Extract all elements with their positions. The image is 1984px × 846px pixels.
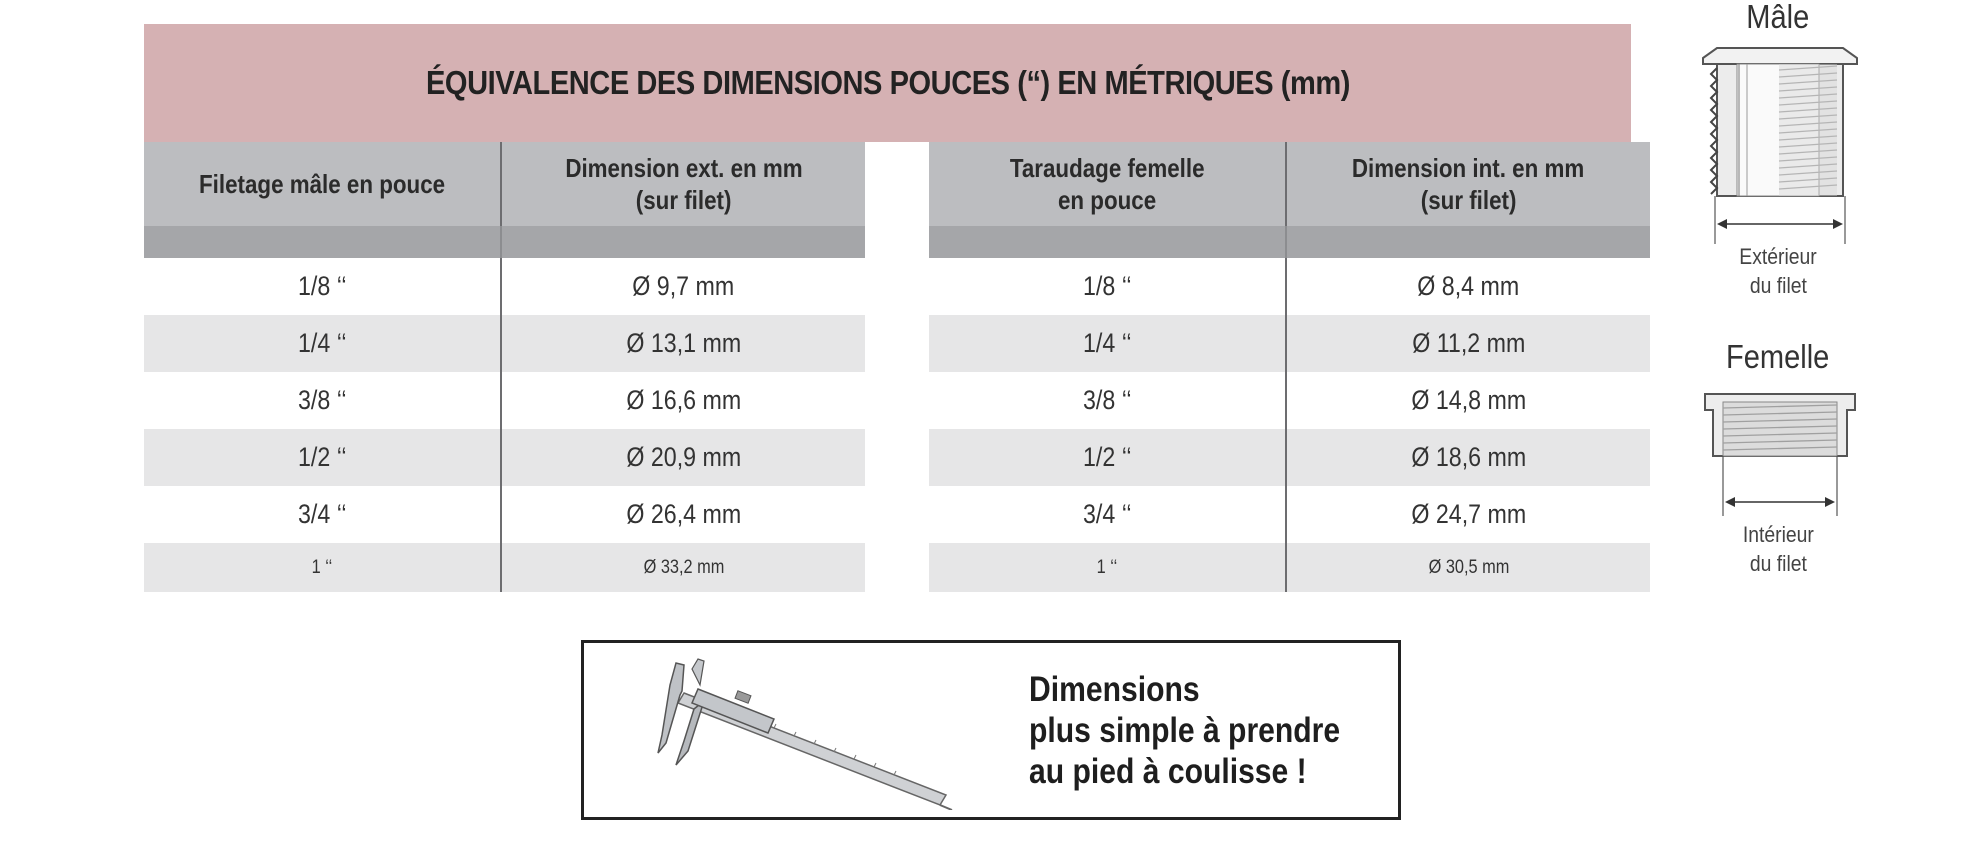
male-caption: Extérieur du filet	[1739, 244, 1817, 298]
male-fitting-icon	[1695, 44, 1865, 249]
mm-cell: Ø 20,9 mm	[501, 429, 865, 486]
table-row	[929, 429, 1650, 486]
column-header-male-inch: Filetage mâle en pouce	[144, 142, 501, 226]
table-row	[144, 543, 865, 592]
table-row	[929, 486, 1650, 543]
inch-cell: 3/4 ‘‘	[929, 486, 1286, 543]
column-header-male-mm: Dimension ext. en mm (sur filet)	[501, 142, 865, 226]
table-row	[144, 429, 865, 486]
inch-cell: 1/2 ‘‘	[929, 429, 1286, 486]
table-row	[144, 372, 865, 429]
inch-cell: 3/8 ‘‘	[144, 372, 501, 429]
inch-cell: 1/2 ‘‘	[144, 429, 501, 486]
mm-cell: Ø 26,4 mm	[626, 499, 741, 529]
table-row	[929, 315, 1650, 372]
male-thread-table	[144, 142, 865, 592]
caliper-tip-box	[581, 640, 1401, 820]
table-header-row	[929, 142, 1650, 226]
mm-cell: Ø 9,7 mm	[632, 271, 735, 301]
inch-cell: 1 ‘‘	[144, 543, 501, 592]
header-sub-band	[144, 226, 865, 258]
female-label: Femelle	[1726, 338, 1830, 375]
vernier-caliper-icon	[654, 655, 954, 810]
mm-cell: Ø 33,2 mm	[501, 543, 865, 592]
table-row	[144, 258, 865, 315]
mm-cell: Ø 11,2 mm	[1286, 315, 1650, 372]
inch-cell: 1/8 ‘‘	[929, 258, 1286, 315]
male-label: Mâle	[1746, 0, 1810, 35]
female-caption: Intérieur du filet	[1742, 522, 1814, 576]
table-row	[929, 372, 1650, 429]
inch-cell: 1/8 ‘‘	[144, 258, 501, 315]
mm-cell: Ø 18,6 mm	[1286, 429, 1650, 486]
mm-cell: Ø 30,5 mm	[1286, 543, 1650, 592]
mm-cell: Ø 24,7 mm	[1411, 499, 1526, 529]
header-sub-band	[929, 226, 1650, 258]
table-header-row	[144, 142, 865, 226]
inch-cell: 1/4 ‘‘	[144, 315, 501, 372]
mm-cell: Ø 14,8 mm	[1411, 385, 1526, 415]
inch-cell: 1/4 ‘‘	[929, 315, 1286, 372]
female-thread-table	[929, 142, 1650, 592]
page-title: ÉQUIVALENCE DES DIMENSIONS POUCES (“) EN MÉTRIQUES (mm)	[425, 64, 1350, 101]
mm-cell: Ø 16,6 mm	[626, 385, 741, 415]
column-header-female-inch: Taraudage femelle en pouce	[929, 142, 1286, 226]
female-fitting-icon	[1695, 390, 1865, 520]
title-band	[144, 24, 1631, 142]
mm-cell: Ø 8,4 mm	[1417, 271, 1520, 301]
inch-cell: 1 ‘‘	[929, 543, 1286, 592]
column-header-female-mm: Dimension int. en mm (sur filet)	[1286, 142, 1650, 226]
table-row	[929, 543, 1650, 592]
caliper-tip-text: Dimensions plus simple à prendre au pied à coulisse !	[1029, 670, 1341, 791]
mm-cell: Ø 13,1 mm	[501, 315, 865, 372]
inch-cell: 3/8 ‘‘	[929, 372, 1286, 429]
table-row	[144, 486, 865, 543]
table-row	[144, 315, 865, 372]
table-row	[929, 258, 1650, 315]
inch-cell: 3/4 ‘‘	[144, 486, 501, 543]
